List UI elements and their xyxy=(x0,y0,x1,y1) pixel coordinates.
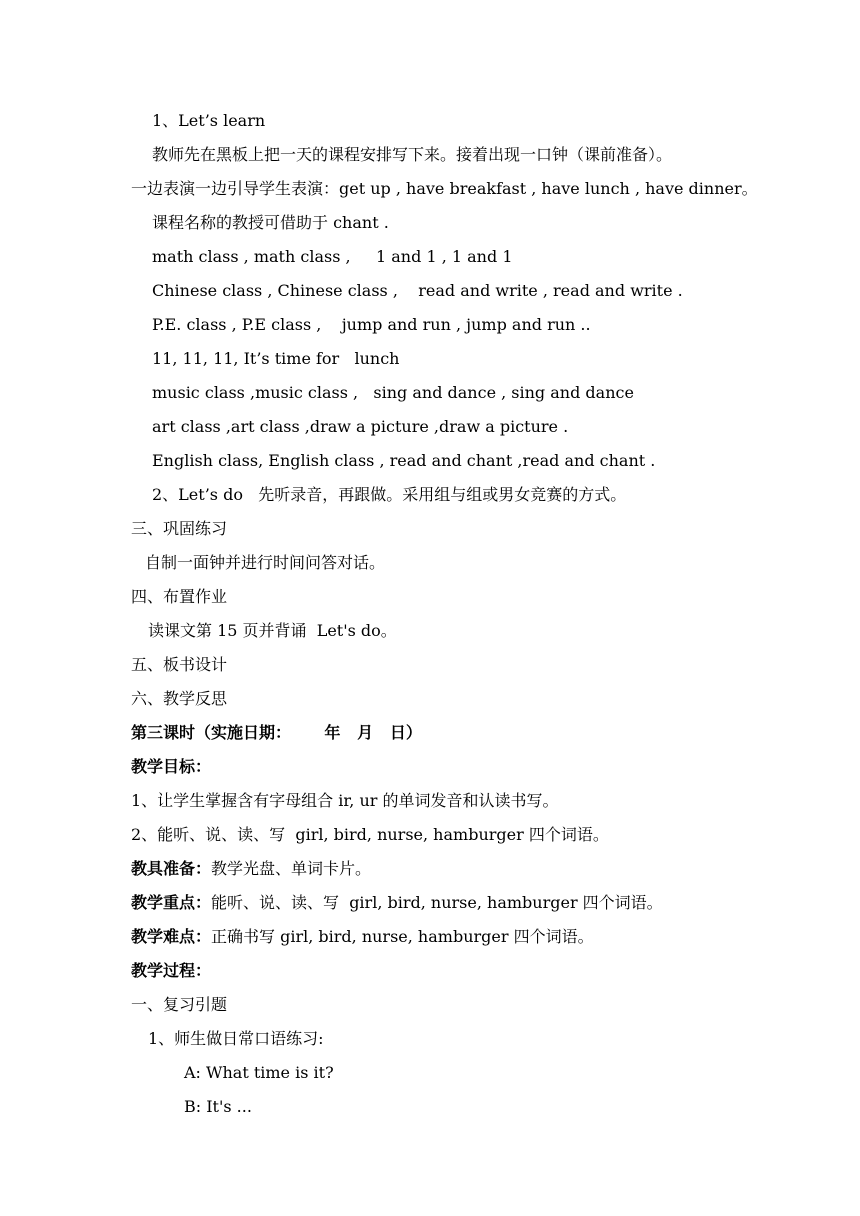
prep-line xyxy=(131,858,371,880)
paragraph-line: 自制一面钟并进行时间问答对话。 xyxy=(145,553,386,572)
chant-line: Chinese class , Chinese class , read and write , read and write . xyxy=(152,281,683,300)
key-points-text: 能听、说、读、写 girl, bird, nurse, hamburger 四个词语。 xyxy=(211,893,663,912)
chant-line: English class, English class , read and chant ,read and chant . xyxy=(152,451,656,470)
section-heading: 六、教学反思 xyxy=(131,689,228,708)
objectives-heading: 教学目标： xyxy=(131,757,212,776)
lets-do-line: 2、Let’s do 先听录音，再跟做。采用组与组或男女竞赛的方式。 xyxy=(152,485,627,504)
key-points-label: 教学重点： xyxy=(131,893,212,912)
section-heading: 一、复习引题 xyxy=(131,995,228,1014)
lesson-title: 第三课时（实施日期： 年 月 日） xyxy=(131,723,422,742)
dialog-line-b: B: It's ... xyxy=(184,1097,252,1116)
prep-label: 教具准备： xyxy=(131,859,212,878)
section-heading: 四、布置作业 xyxy=(131,587,228,606)
paragraph-line: 一边表演一边引导学生表演：get up , have breakfast , have lunch , have dinner。 xyxy=(131,179,758,198)
chant-line: math class , math class , 1 and 1 , 1 and 1 xyxy=(152,247,513,266)
objective-item: 2、能听、说、读、写 girl, bird, nurse, hamburger 四个词语。 xyxy=(131,825,609,844)
chant-line: P.E. class , P.E class , jump and run , jump and run .. xyxy=(152,315,591,334)
paragraph-line: 教师先在黑板上把一天的课程安排写下来。接着出现一口钟（课前准备）。 xyxy=(152,145,673,164)
chant-line: music class ,music class , sing and dance , sing and dance xyxy=(152,383,634,402)
prep-text: 教学光盘、单词卡片。 xyxy=(211,859,372,878)
key-points-line xyxy=(131,892,663,914)
paragraph-line: 读课文第 15 页并背诵 Let's do。 xyxy=(148,621,397,640)
process-heading: 教学过程： xyxy=(131,961,212,980)
process-item: 1、师生做日常口语练习: xyxy=(148,1029,324,1048)
dialog-line-a: A: What time is it? xyxy=(184,1063,334,1082)
difficulty-label: 教学难点： xyxy=(131,927,212,946)
difficulty-text: 正确书写 girl, bird, nurse, hamburger 四个词语。 xyxy=(211,927,594,946)
chant-line: art class ,art class ,draw a picture ,draw a picture . xyxy=(152,417,569,436)
paragraph-line: 课程名称的教授可借助于 chant . xyxy=(152,213,389,232)
chant-line: 11, 11, 11, It’s time for lunch xyxy=(152,349,400,368)
section-heading: 三、巩固练习 xyxy=(131,519,228,538)
objective-item: 1、让学生掌握含有字母组合 ir, ur 的单词发音和认读书写。 xyxy=(131,791,559,810)
lets-learn-heading: 1、Let’s learn xyxy=(152,111,266,130)
section-heading: 五、板书设计 xyxy=(131,655,228,674)
difficulty-line xyxy=(131,926,594,948)
